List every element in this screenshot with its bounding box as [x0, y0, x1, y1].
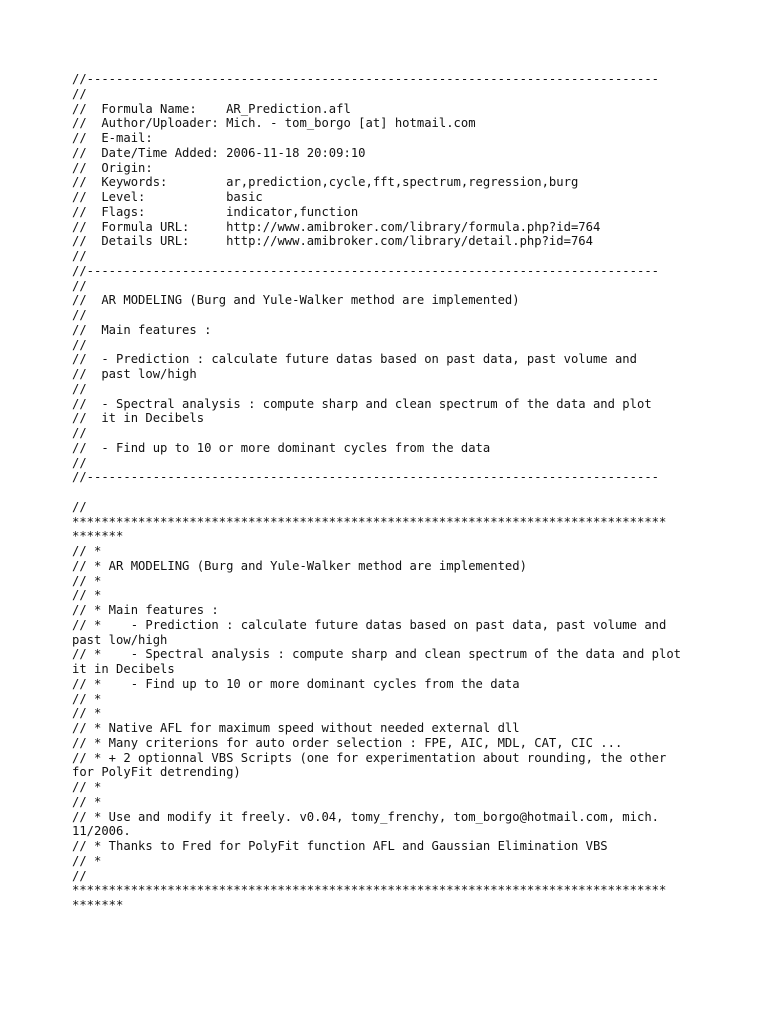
body-line: *******	[72, 898, 124, 912]
body-line: // * Native AFL for maximum speed without needed external dll	[72, 721, 520, 735]
header-line: // - Spectral analysis : compute sharp and clean spectrum of the data and plot	[72, 396, 652, 411]
body-line: // * AR MODELING (Burg and Yule-Walker method are implemented)	[72, 558, 527, 573]
header-line: // Date/Time Added: 2006-11-18 20:09:10	[72, 145, 366, 160]
blank-line	[72, 485, 732, 500]
header-line: //------------------------------------------------------------------------------	[72, 470, 659, 485]
body-line: *********************************************************************************	[72, 883, 667, 898]
body-line: *******	[72, 529, 124, 544]
header-line: //	[72, 426, 87, 440]
header-block	[72, 72, 732, 485]
header-line: //	[72, 86, 87, 101]
body-line: // *	[72, 691, 102, 706]
body-line: // *	[72, 588, 102, 603]
body-line: // *	[72, 544, 102, 558]
header-line: //------------------------------------------------------------------------------	[72, 263, 659, 278]
body-line: // * Many criterions for auto order selection : FPE, AIC, MDL, CAT, CIC ...	[72, 735, 623, 750]
body-line: //	[72, 868, 87, 883]
header-line: //	[72, 337, 87, 352]
body-line: // * - Spectral analysis : compute sharp and clean spectrum of the data and plot	[72, 647, 682, 662]
header-line: // Level: basic	[72, 190, 263, 204]
body-line: for PolyFit detrending)	[72, 765, 241, 780]
body-line: // * Main features :	[72, 603, 219, 617]
body-line: // * - Prediction : calculate future datas based on past data, past volume and	[72, 617, 667, 632]
header-line: // Details URL: http://www.amibroker.com/library/detail.php?id=764	[72, 234, 593, 249]
body-line: // *	[72, 780, 102, 794]
body-line: //	[72, 499, 87, 514]
body-line: 11/2006.	[72, 824, 131, 839]
header-line: // E-mail:	[72, 131, 153, 145]
body-line: // *	[72, 794, 102, 809]
header-line: //	[72, 308, 87, 322]
header-line: //	[72, 278, 87, 293]
body-line: *********************************************************************************	[72, 514, 667, 529]
body-line: // * Use and modify it freely. v0.04, tomy_frenchy, tom_borgo@hotmail.com, mich.	[72, 809, 659, 824]
header-line: // Formula URL: http://www.amibroker.com/library/formula.php?id=764	[72, 219, 601, 234]
body-line: // *	[72, 573, 102, 588]
body-line: past low/high	[72, 632, 168, 647]
body-line: // *	[72, 853, 102, 868]
header-line: // AR MODELING (Burg and Yule-Walker method are implemented)	[72, 293, 520, 308]
header-line: // Flags: indicator,function	[72, 204, 359, 219]
body-line: // * + 2 optionnal VBS Scripts (one for experimentation about rounding, the other	[72, 750, 667, 765]
header-line: //	[72, 381, 87, 396]
header-line: // past low/high	[72, 367, 197, 381]
body-line: // * - Find up to 10 or more dominant cycles from the data	[72, 676, 520, 691]
header-line: // it in Decibels	[72, 411, 205, 426]
header-line: // Formula Name: AR_Prediction.afl	[72, 101, 351, 116]
body-line: // * Thanks to Fred for PolyFit function AFL and Gaussian Elimination VBS	[72, 839, 608, 853]
header-line: // Author/Uploader: Mich. - tom_borgo [at] hotmail.com	[72, 116, 476, 131]
header-line: //------------------------------------------------------------------------------	[72, 72, 659, 86]
header-line: // Main features :	[72, 322, 212, 337]
code-listing	[72, 72, 732, 913]
header-line: //	[72, 249, 87, 263]
header-line: //	[72, 455, 87, 470]
header-line: // - Find up to 10 or more dominant cycles from the data	[72, 440, 491, 455]
header-line: // - Prediction : calculate future datas based on past data, past volume and	[72, 352, 637, 367]
body-line: it in Decibels	[72, 662, 175, 676]
body-block	[72, 500, 732, 913]
header-line: // Keywords: ar,prediction,cycle,fft,spectrum,regression,burg	[72, 175, 579, 190]
body-line: // *	[72, 706, 102, 721]
header-line: // Origin:	[72, 160, 153, 175]
